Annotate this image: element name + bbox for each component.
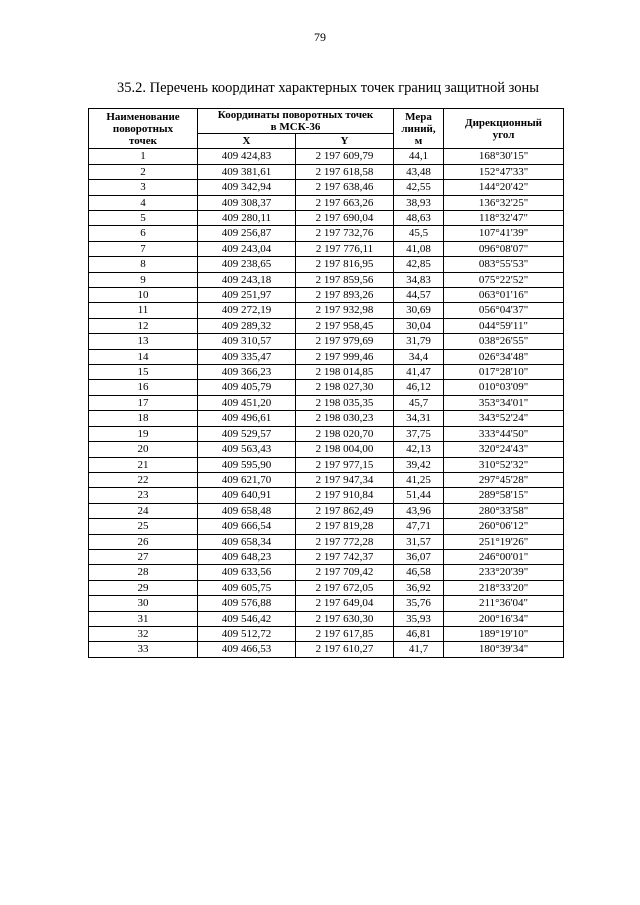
line-length-cell: 31,57	[394, 534, 444, 549]
y-coordinate-cell: 2 197 816,95	[296, 257, 394, 272]
direction-angle-cell: 211°36'04"	[444, 596, 564, 611]
x-coordinate-cell: 409 546,42	[198, 611, 296, 626]
table-row	[89, 580, 564, 595]
line-length-cell: 35,76	[394, 596, 444, 611]
direction-angle-cell: 246°00'01"	[444, 549, 564, 564]
y-coordinate-cell: 2 197 630,30	[296, 611, 394, 626]
direction-angle-cell: 056°04'37"	[444, 303, 564, 318]
x-coordinate-cell: 409 381,61	[198, 164, 296, 179]
line-length-cell: 46,12	[394, 380, 444, 395]
y-coordinate-cell: 2 198 035,35	[296, 395, 394, 410]
header-direction-angle	[444, 109, 564, 149]
table-row	[89, 457, 564, 472]
line-length-cell: 43,96	[394, 503, 444, 518]
y-coordinate-cell: 2 197 947,34	[296, 472, 394, 487]
point-number-cell: 12	[89, 318, 198, 333]
table-row	[89, 565, 564, 580]
table-row	[89, 195, 564, 210]
y-coordinate-cell: 2 198 030,23	[296, 411, 394, 426]
line-length-cell: 44,1	[394, 149, 444, 164]
point-number-cell: 30	[89, 596, 198, 611]
direction-angle-cell: 180°39'34"	[444, 642, 564, 657]
header-y: Y	[296, 134, 394, 149]
point-number-cell: 6	[89, 226, 198, 241]
direction-angle-cell: 017°28'10"	[444, 365, 564, 380]
point-number-cell: 29	[89, 580, 198, 595]
header-direction-angle-line2: угол	[492, 128, 515, 141]
point-number-cell: 19	[89, 426, 198, 441]
line-length-cell: 39,42	[394, 457, 444, 472]
header-point-name	[89, 109, 198, 149]
point-number-cell: 33	[89, 642, 198, 657]
table-row	[89, 596, 564, 611]
line-length-cell: 36,07	[394, 549, 444, 564]
y-coordinate-cell: 2 197 776,11	[296, 241, 394, 256]
x-coordinate-cell: 409 496,61	[198, 411, 296, 426]
x-coordinate-cell: 409 405,79	[198, 380, 296, 395]
direction-angle-cell: 260°06'12"	[444, 519, 564, 534]
y-coordinate-cell: 2 197 732,76	[296, 226, 394, 241]
point-number-cell: 8	[89, 257, 198, 272]
direction-angle-cell: 063°01'16"	[444, 288, 564, 303]
line-length-cell: 34,83	[394, 272, 444, 287]
direction-angle-cell: 010°03'09"	[444, 380, 564, 395]
line-length-cell: 37,75	[394, 426, 444, 441]
line-length-cell: 51,44	[394, 488, 444, 503]
point-number-cell: 27	[89, 549, 198, 564]
point-number-cell: 28	[89, 565, 198, 580]
x-coordinate-cell: 409 640,91	[198, 488, 296, 503]
y-coordinate-cell: 2 197 979,69	[296, 334, 394, 349]
line-length-cell: 36,92	[394, 580, 444, 595]
y-coordinate-cell: 2 197 893,26	[296, 288, 394, 303]
table-row	[89, 226, 564, 241]
y-coordinate-cell: 2 198 027,30	[296, 380, 394, 395]
direction-angle-cell: 075°22'52"	[444, 272, 564, 287]
point-number-cell: 23	[89, 488, 198, 503]
point-number-cell: 14	[89, 349, 198, 364]
x-coordinate-cell: 409 451,20	[198, 395, 296, 410]
y-coordinate-cell: 2 197 977,15	[296, 457, 394, 472]
line-length-cell: 43,48	[394, 164, 444, 179]
x-coordinate-cell: 409 529,57	[198, 426, 296, 441]
y-coordinate-cell: 2 197 638,46	[296, 180, 394, 195]
point-number-cell: 18	[89, 411, 198, 426]
table-row	[89, 180, 564, 195]
table-row	[89, 334, 564, 349]
table-row	[89, 395, 564, 410]
x-coordinate-cell: 409 243,18	[198, 272, 296, 287]
direction-angle-cell: 353°34'01"	[444, 395, 564, 410]
y-coordinate-cell: 2 197 910,84	[296, 488, 394, 503]
table-body	[89, 149, 564, 657]
y-coordinate-cell: 2 197 618,58	[296, 164, 394, 179]
table-row	[89, 626, 564, 641]
point-number-cell: 10	[89, 288, 198, 303]
line-length-cell: 41,47	[394, 365, 444, 380]
header-line-length	[394, 109, 444, 149]
table-row	[89, 149, 564, 164]
point-number-cell: 31	[89, 611, 198, 626]
y-coordinate-cell: 2 197 663,26	[296, 195, 394, 210]
point-number-cell: 20	[89, 442, 198, 457]
point-number-cell: 11	[89, 303, 198, 318]
line-length-cell: 48,63	[394, 211, 444, 226]
page-number: 79	[314, 30, 326, 44]
direction-angle-cell: 233°20'39"	[444, 565, 564, 580]
coordinates-table	[88, 108, 564, 658]
line-length-cell: 41,7	[394, 642, 444, 657]
direction-angle-cell: 044°59'11"	[444, 318, 564, 333]
y-coordinate-cell: 2 197 999,46	[296, 349, 394, 364]
header-coordinates	[198, 109, 394, 134]
point-number-cell: 9	[89, 272, 198, 287]
direction-angle-cell: 289°58'15"	[444, 488, 564, 503]
point-number-cell: 16	[89, 380, 198, 395]
y-coordinate-cell: 2 197 610,27	[296, 642, 394, 657]
direction-angle-cell: 144°20'42"	[444, 180, 564, 195]
x-coordinate-cell: 409 272,19	[198, 303, 296, 318]
direction-angle-cell: 320°24'43"	[444, 442, 564, 457]
x-coordinate-cell: 409 666,54	[198, 519, 296, 534]
x-coordinate-cell: 409 342,94	[198, 180, 296, 195]
direction-angle-cell: 107°41'39"	[444, 226, 564, 241]
table-row	[89, 257, 564, 272]
direction-angle-cell: 310°52'32"	[444, 457, 564, 472]
header-coordinates-line1: Координаты поворотных точек	[217, 109, 374, 121]
x-coordinate-cell: 409 466,53	[198, 642, 296, 657]
line-length-cell: 31,79	[394, 334, 444, 349]
header-point-name-line3: точек	[129, 134, 157, 147]
x-coordinate-cell: 409 595,90	[198, 457, 296, 472]
line-length-cell: 34,31	[394, 411, 444, 426]
header-coordinates-line2: в МСК-36	[270, 121, 321, 133]
x-coordinate-cell: 409 563,43	[198, 442, 296, 457]
x-coordinate-cell: 409 310,57	[198, 334, 296, 349]
y-coordinate-cell: 2 197 862,49	[296, 503, 394, 518]
table-row	[89, 365, 564, 380]
y-coordinate-cell: 2 197 609,79	[296, 149, 394, 164]
direction-angle-cell: 083°55'53"	[444, 257, 564, 272]
direction-angle-cell: 251°19'26"	[444, 534, 564, 549]
point-number-cell: 1	[89, 149, 198, 164]
line-length-cell: 45,5	[394, 226, 444, 241]
table-row	[89, 164, 564, 179]
x-coordinate-cell: 409 658,48	[198, 503, 296, 518]
table-row	[89, 488, 564, 503]
direction-angle-cell: 280°33'58"	[444, 503, 564, 518]
direction-angle-cell: 118°32'47"	[444, 211, 564, 226]
y-coordinate-cell: 2 197 709,42	[296, 565, 394, 580]
x-coordinate-cell: 409 280,11	[198, 211, 296, 226]
table-row	[89, 303, 564, 318]
line-length-cell: 41,08	[394, 241, 444, 256]
point-number-cell: 25	[89, 519, 198, 534]
y-coordinate-cell: 2 197 932,98	[296, 303, 394, 318]
line-length-cell: 42,85	[394, 257, 444, 272]
table-row	[89, 241, 564, 256]
x-coordinate-cell: 409 243,04	[198, 241, 296, 256]
direction-angle-cell: 136°32'25"	[444, 195, 564, 210]
x-coordinate-cell: 409 633,56	[198, 565, 296, 580]
x-coordinate-cell: 409 621,70	[198, 472, 296, 487]
point-number-cell: 24	[89, 503, 198, 518]
header-line-length-line2: линий,	[401, 122, 436, 135]
table-row	[89, 411, 564, 426]
table-header	[89, 109, 564, 149]
line-length-cell: 35,93	[394, 611, 444, 626]
header-line-length-line3: м	[414, 134, 423, 147]
direction-angle-cell: 096°08'07"	[444, 241, 564, 256]
x-coordinate-cell: 409 424,83	[198, 149, 296, 164]
x-coordinate-cell: 409 648,23	[198, 549, 296, 564]
table-row	[89, 380, 564, 395]
table-row	[89, 519, 564, 534]
y-coordinate-cell: 2 197 690,04	[296, 211, 394, 226]
table-row	[89, 611, 564, 626]
line-length-cell: 47,71	[394, 519, 444, 534]
table-row	[89, 534, 564, 549]
line-length-cell: 46,81	[394, 626, 444, 641]
direction-angle-cell: 189°19'10"	[444, 626, 564, 641]
point-number-cell: 4	[89, 195, 198, 210]
y-coordinate-cell: 2 198 014,85	[296, 365, 394, 380]
y-coordinate-cell: 2 197 772,28	[296, 534, 394, 549]
x-coordinate-cell: 409 366,23	[198, 365, 296, 380]
y-coordinate-cell: 2 198 020,70	[296, 426, 394, 441]
point-number-cell: 15	[89, 365, 198, 380]
point-number-cell: 5	[89, 211, 198, 226]
y-coordinate-cell: 2 197 958,45	[296, 318, 394, 333]
x-coordinate-cell: 409 289,32	[198, 318, 296, 333]
direction-angle-cell: 297°45'28"	[444, 472, 564, 487]
line-length-cell: 34,4	[394, 349, 444, 364]
section-heading: 35.2. Перечень координат характерных точек границ защитной зоны	[117, 80, 539, 96]
x-coordinate-cell: 409 512,72	[198, 626, 296, 641]
x-coordinate-cell: 409 335,47	[198, 349, 296, 364]
line-length-cell: 42,55	[394, 180, 444, 195]
direction-angle-cell: 218°33'20"	[444, 580, 564, 595]
table-row	[89, 549, 564, 564]
point-number-cell: 26	[89, 534, 198, 549]
x-coordinate-cell: 409 256,87	[198, 226, 296, 241]
header-line-length-line1: Мера	[405, 110, 432, 123]
table-row	[89, 318, 564, 333]
line-length-cell: 30,04	[394, 318, 444, 333]
line-length-cell: 41,25	[394, 472, 444, 487]
line-length-cell: 44,57	[394, 288, 444, 303]
header-point-name-line1: Наименование	[106, 110, 180, 123]
direction-angle-cell: 343°52'24"	[444, 411, 564, 426]
line-length-cell: 38,93	[394, 195, 444, 210]
line-length-cell: 42,13	[394, 442, 444, 457]
x-coordinate-cell: 409 605,75	[198, 580, 296, 595]
table-row	[89, 503, 564, 518]
point-number-cell: 17	[89, 395, 198, 410]
y-coordinate-cell: 2 197 649,04	[296, 596, 394, 611]
header-x: X	[198, 134, 296, 149]
table-row	[89, 426, 564, 441]
line-length-cell: 46,58	[394, 565, 444, 580]
y-coordinate-cell: 2 197 617,85	[296, 626, 394, 641]
table-row	[89, 288, 564, 303]
direction-angle-cell: 026°34'48"	[444, 349, 564, 364]
point-number-cell: 13	[89, 334, 198, 349]
y-coordinate-cell: 2 197 672,05	[296, 580, 394, 595]
x-coordinate-cell: 409 308,37	[198, 195, 296, 210]
point-number-cell: 7	[89, 241, 198, 256]
direction-angle-cell: 168°30'15"	[444, 149, 564, 164]
header-point-name-line2: поворотных	[112, 122, 174, 135]
direction-angle-cell: 152°47'33"	[444, 164, 564, 179]
line-length-cell: 30,69	[394, 303, 444, 318]
table-row	[89, 211, 564, 226]
table-row	[89, 272, 564, 287]
point-number-cell: 21	[89, 457, 198, 472]
point-number-cell: 2	[89, 164, 198, 179]
direction-angle-cell: 038°26'55"	[444, 334, 564, 349]
y-coordinate-cell: 2 197 742,37	[296, 549, 394, 564]
x-coordinate-cell: 409 658,34	[198, 534, 296, 549]
x-coordinate-cell: 409 238,65	[198, 257, 296, 272]
y-coordinate-cell: 2 197 859,56	[296, 272, 394, 287]
point-number-cell: 3	[89, 180, 198, 195]
table-row	[89, 442, 564, 457]
y-coordinate-cell: 2 197 819,28	[296, 519, 394, 534]
table-row	[89, 642, 564, 657]
x-coordinate-cell: 409 576,88	[198, 596, 296, 611]
point-number-cell: 22	[89, 472, 198, 487]
table-row	[89, 349, 564, 364]
direction-angle-cell: 333°44'50"	[444, 426, 564, 441]
header-direction-angle-line1: Дирекционный	[465, 116, 543, 129]
direction-angle-cell: 200°16'34"	[444, 611, 564, 626]
table-row	[89, 472, 564, 487]
line-length-cell: 45,7	[394, 395, 444, 410]
y-coordinate-cell: 2 198 004,00	[296, 442, 394, 457]
x-coordinate-cell: 409 251,97	[198, 288, 296, 303]
point-number-cell: 32	[89, 626, 198, 641]
